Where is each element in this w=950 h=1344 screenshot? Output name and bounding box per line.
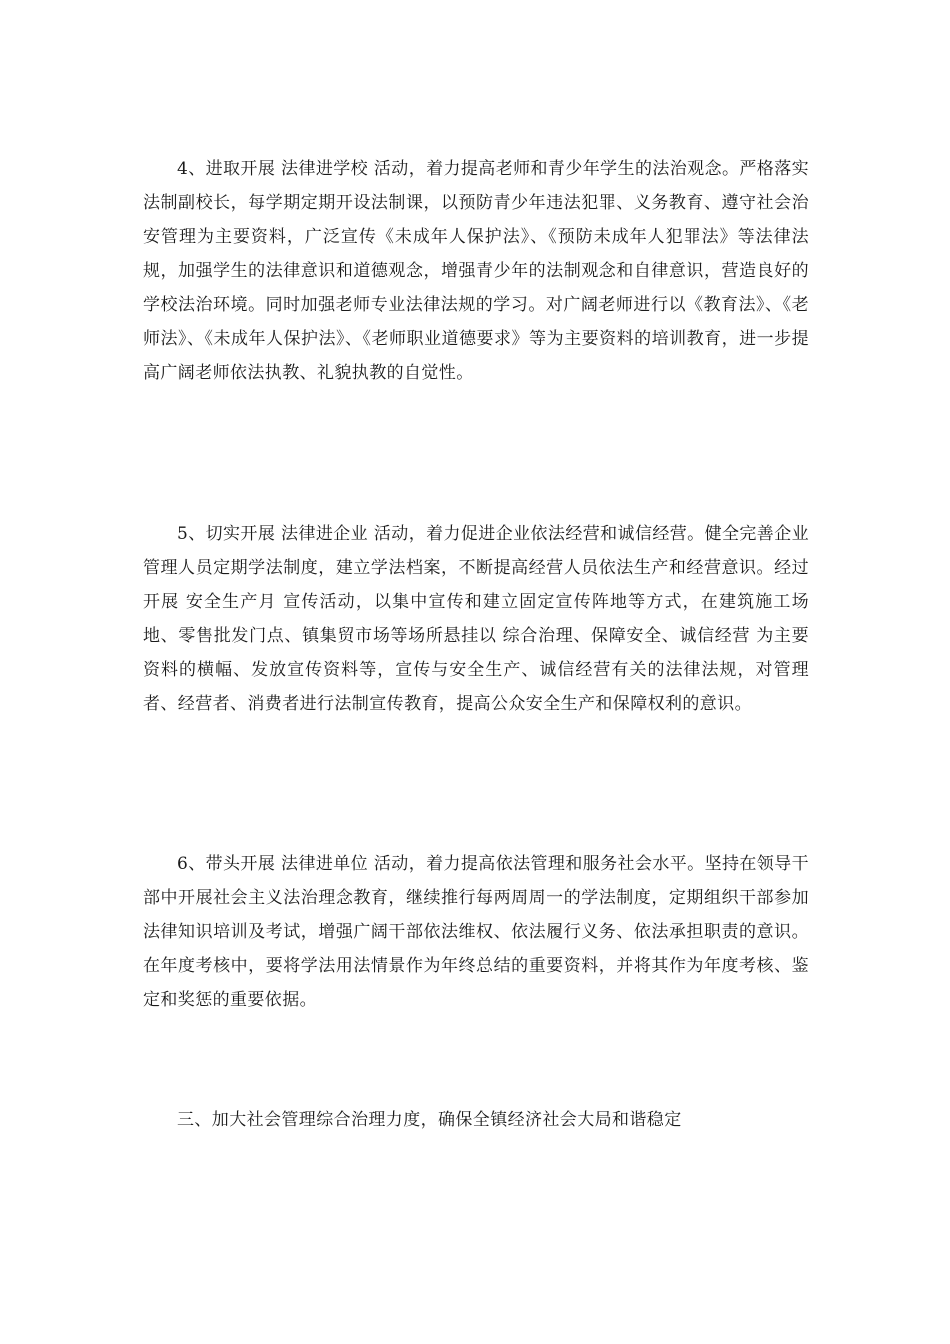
- section-heading-three: 三、加大社会管理综合治理力度，确保全镇经济社会大局和谐稳定: [177, 1110, 682, 1130]
- paragraph-law-in-enterprises: 5、切实开展 法律进企业 活动，着力促进企业依法经营和诚信经营。健全完善企业管理人员定期学法制度，建立学法档案，不断提高经营人员依法生产和经营意识。经过开展 安全生产月 宣传活动，以集中宣传和建立固定宣传阵地等方式，在建筑施工场地、零售批发门点、镇集贸市场等场所悬挂以 综合治理、保障安全、诚信经营 为主要资料的横幅、发放宣传资料等，宣传与安全生产、诚信经营有关的法律法规，对管理者、经营者、消费者进行法制宣传教育，提高公众安全生产和保障权利的意识。: [143, 524, 809, 714]
- paragraph-law-in-schools: 4、进取开展 法律进学校 活动，着力提高老师和青少年学生的法治观念。严格落实法制副校长，每学期定期开设法制课，以预防青少年违法犯罪、义务教育、遵守社会治安管理为主要资料，广泛宣传《未成年人保护法》、《预防未成年人犯罪法》等法律法规，加强学生的法律意识和道德观念，增强青少年的法制观念和自律意识，营造良好的学校法治环境。同时加强老师专业法律法规的学习。对广阔老师进行以《教育法》、《老师法》、《未成年人保护法》、《老师职业道德要求》等为主要资料的培训教育，进一步提高广阔老师依法执教、礼貌执教的自觉性。: [143, 159, 809, 383]
- paragraph-law-in-units: 6、带头开展 法律进单位 活动，着力提高依法管理和服务社会水平。坚持在领导干部中开展社会主义法治理念教育，继续推行每两周周一的学法制度，定期组织干部参加法律知识培训及考试，增强广阔干部依法维权、依法履行义务、依法承担职责的意识。在年度考核中，要将学法用法情景作为年终总结的重要资料，并将其作为年度考核、鉴定和奖惩的重要依据。: [143, 854, 809, 1010]
